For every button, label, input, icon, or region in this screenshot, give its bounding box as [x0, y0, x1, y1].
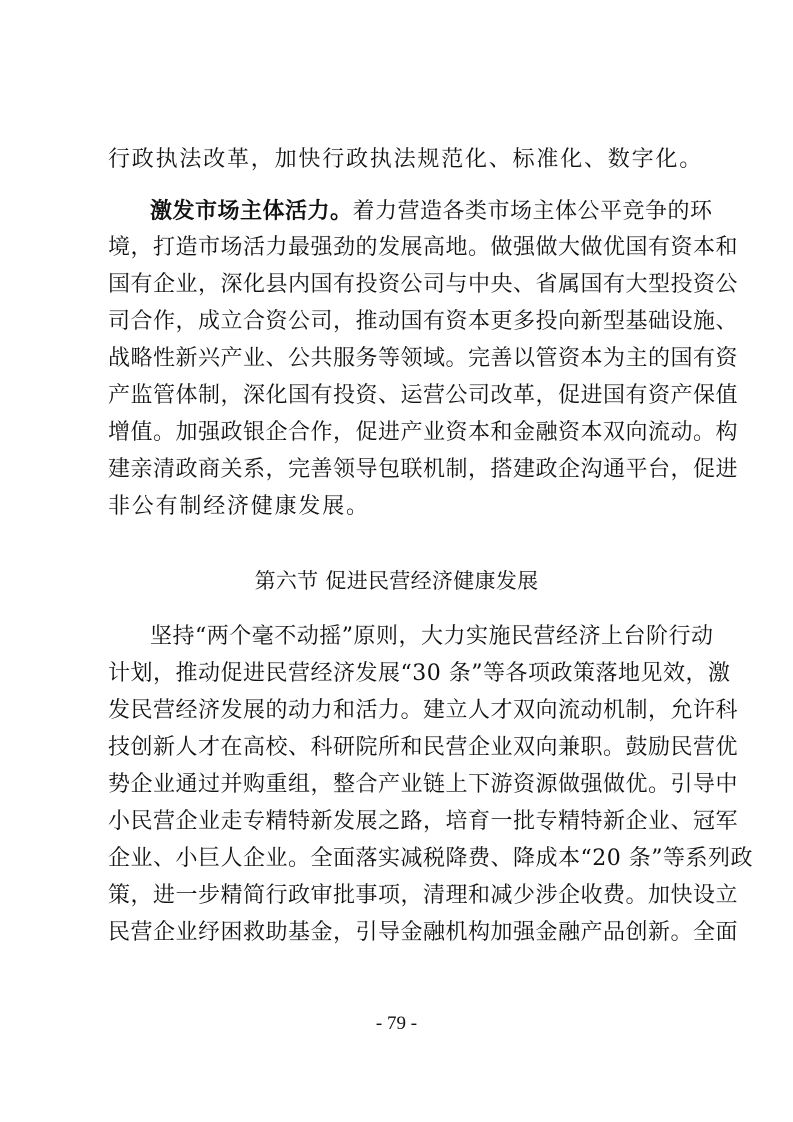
paragraph-text: 着力营造各类市场主体公平竞争的环 [352, 199, 713, 224]
paragraph-line: 产监管体制，深化国有投资、运营公司改革，促进国有资产保值 [108, 383, 739, 408]
paragraph-line: 增值。加强政银企合作，促进产业资本和金融资本双向流动。构 [108, 420, 739, 445]
paragraph-line: 民营企业纾困救助基金，引导金融机构加强金融产品创新。全面 [108, 920, 739, 945]
paragraph-first-line [150, 192, 713, 232]
paragraph-line: 行政执法改革，加快行政执法规范化、标准化、数字化。 [108, 147, 704, 172]
paragraph-line: 企业、小巨人企业。全面落实减税降费、降成本“20 条”等系列政 [108, 846, 753, 871]
paragraph-line: 发民营经济发展的动力和活力。建立人才双向流动机制，允许科 [108, 698, 739, 723]
paragraph-line: 策，进一步精简行政审批事项，清理和减少涉企收费。加快设立 [108, 883, 739, 908]
paragraph-line: 建亲清政商关系，完善领导包联机制，搭建政企沟通平台，促进 [108, 457, 739, 482]
paragraph-line: 国有企业，深化县内国有投资公司与中央、省属国有大型投资公 [108, 272, 739, 297]
paragraph-line: 非公有制经济健康发展。 [108, 494, 370, 519]
paragraph-line: 司合作，成立合资公司，推动国有资本更多投向新型基础设施、 [108, 309, 739, 334]
paragraph-first-line: 坚持“两个毫不动摇”原则，大力实施民营经济上台阶行动 [150, 624, 714, 649]
paragraph-line: 计划，推动促进民营经济发展“30 条”等各项政策落地见效，激 [108, 661, 731, 686]
paragraph-line: 小民营企业走专精特新发展之路，培育一批专精特新企业、冠军 [108, 809, 739, 834]
paragraph-lead-heading: 激发市场主体活力。 [150, 199, 353, 224]
section-heading: 第六节 促进民营经济健康发展 [254, 569, 539, 593]
paragraph-line: 势企业通过并购重组，整合产业链上下游资源做强做优。引导中 [108, 772, 739, 797]
paragraph-line: 境，打造市场活力最强劲的发展高地。做强做大做优国有资本和 [108, 235, 739, 260]
paragraph-line: 技创新人才在高校、科研院所和民营企业双向兼职。鼓励民营优 [108, 735, 739, 760]
paragraph-line: 战略性新兴产业、公共服务等领域。完善以管资本为主的国有资 [108, 346, 739, 371]
page-number: - 79 - [375, 1013, 418, 1034]
